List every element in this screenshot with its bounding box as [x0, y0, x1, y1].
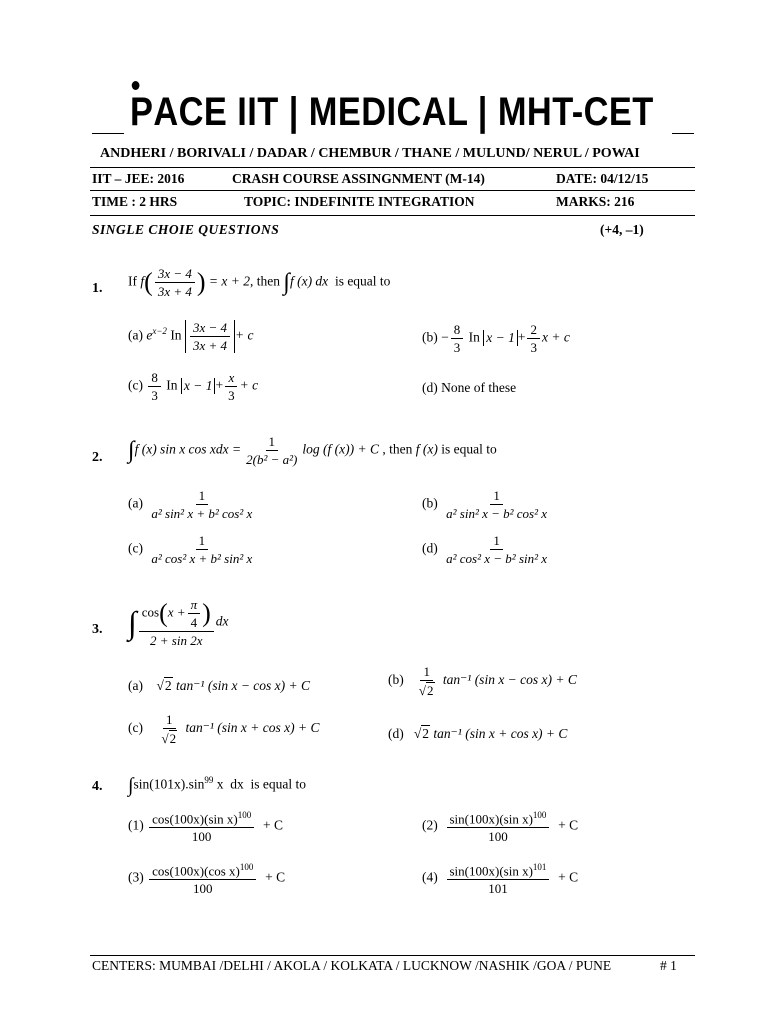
topic: TOPIC: INDEFINITE INTEGRATION	[244, 194, 475, 209]
header-rule-1	[90, 167, 695, 168]
q2-option-b[interactable]: (b) $\frac{1}{\text{a² sin² x − b² cos² x}}$	[422, 488, 548, 521]
q2-option-a[interactable]: (a) $\frac{1}{\text{a² sin² x + b² cos² x}}$	[128, 488, 253, 521]
q1-option-d[interactable]: (d) None of these	[422, 380, 517, 395]
q1-option-b[interactable]: (b) − $\frac{8}{3}$ In x − 1 + $\frac{2}{3}$ x + c	[422, 322, 570, 355]
q3-stem: ∫ cos(x + $\frac{\pi}{4}$ ) 2 + sin 2x dx	[128, 597, 229, 648]
q4-number: 4.	[92, 779, 103, 794]
exam-year: IIT – JEE: 2016	[92, 171, 185, 186]
q4-option-3[interactable]: (3) $\frac{\cos(100x)(\cos x)^{100}}{100}$ + C	[128, 862, 286, 897]
q1-stem: If f( $\frac{3x - 4}{3x + 4}$ ) = x + 2, then ∫f (x) dx is equal to	[128, 266, 391, 299]
assignment-title: CRASH COURSE ASSINGNMENT (M-14)	[232, 171, 485, 186]
q1-option-c[interactable]: (c) $\frac{8}{3}$ In x − 1 + $\frac{x}{3}$ + c	[128, 370, 259, 403]
total-marks: MARKS: 216	[556, 194, 635, 209]
q4-option-4[interactable]: (4) $\frac{\sin(100x)(\sin x)^{101}}{101}$ + C	[422, 862, 579, 897]
q4-stem: $\int\sin(101x).\sin^{99}$ x dx is equal to	[128, 774, 306, 797]
q2-stem: ∫f (x) sin x cos xdx = $\frac{1}{\text{2(b² − a²)}}$ log (f (x)) + C , then f (x) is equal to	[128, 434, 497, 467]
marking-scheme: (+4, –1)	[600, 222, 644, 237]
page-number: # 1	[660, 958, 677, 973]
logo-rule-left	[92, 133, 124, 134]
branches-line: ANDHERI / BORIVALI / DADAR / CHEMBUR / THANE / MULUND/ NERUL / POWAI	[100, 146, 640, 161]
footer-rule	[90, 955, 695, 956]
header-rule-2	[90, 190, 695, 191]
q4-option-1[interactable]: (1) $\frac{\cos(100x)(\sin x)^{100}}{100}$ + C	[128, 810, 283, 845]
q2-number: 2.	[92, 450, 103, 465]
pace-logo	[130, 90, 654, 134]
q3-number: 3.	[92, 622, 103, 637]
duration: TIME : 2 HRS	[92, 194, 178, 209]
logo-text: ACE IIT | MEDICAL | MHT-CET	[153, 90, 654, 134]
q3-option-a[interactable]: (a) √2 tan⁻¹ (sin x − cos x) + C	[128, 678, 311, 693]
q2-option-c[interactable]: (c) $\frac{1}{\text{a² cos² x + b² sin² x}}$	[128, 533, 253, 566]
q2-option-d[interactable]: (d) $\frac{1}{\text{a² cos² x − b² sin² x}}$	[422, 533, 548, 566]
q1-option-a[interactable]: (a) $e^{x-2}$ In $\frac{3x - 4}{3x + 4}$ + c	[128, 320, 254, 353]
q3-option-b[interactable]: (b) $\frac{1}{√2}$ tan⁻¹ (sin x − cos x) + C	[388, 664, 577, 698]
section-title: SINGLE CHOIE QUESTIONS	[92, 222, 280, 237]
footer-centers: CENTERS: MUMBAI /DELHI / AKOLA / KOLKATA / LUCKNOW /NASHIK /GOA / PUNE	[92, 958, 612, 973]
header-rule-3	[90, 215, 695, 216]
assignment-date: DATE: 04/12/15	[556, 171, 649, 186]
logo-p-dot-icon: P	[130, 90, 153, 134]
logo-rule-right	[672, 133, 694, 134]
q3-option-c[interactable]: (c) $\frac{1}{√2}$ tan⁻¹ (sin x + cos x) + C	[128, 712, 320, 746]
q1-number: 1.	[92, 281, 103, 296]
q4-option-2[interactable]: (2) $\frac{\sin(100x)(\sin x)^{100}}{100}$ + C	[422, 810, 579, 845]
q3-option-d[interactable]: (d) √2 tan⁻¹ (sin x + cos x) + C	[388, 726, 568, 741]
